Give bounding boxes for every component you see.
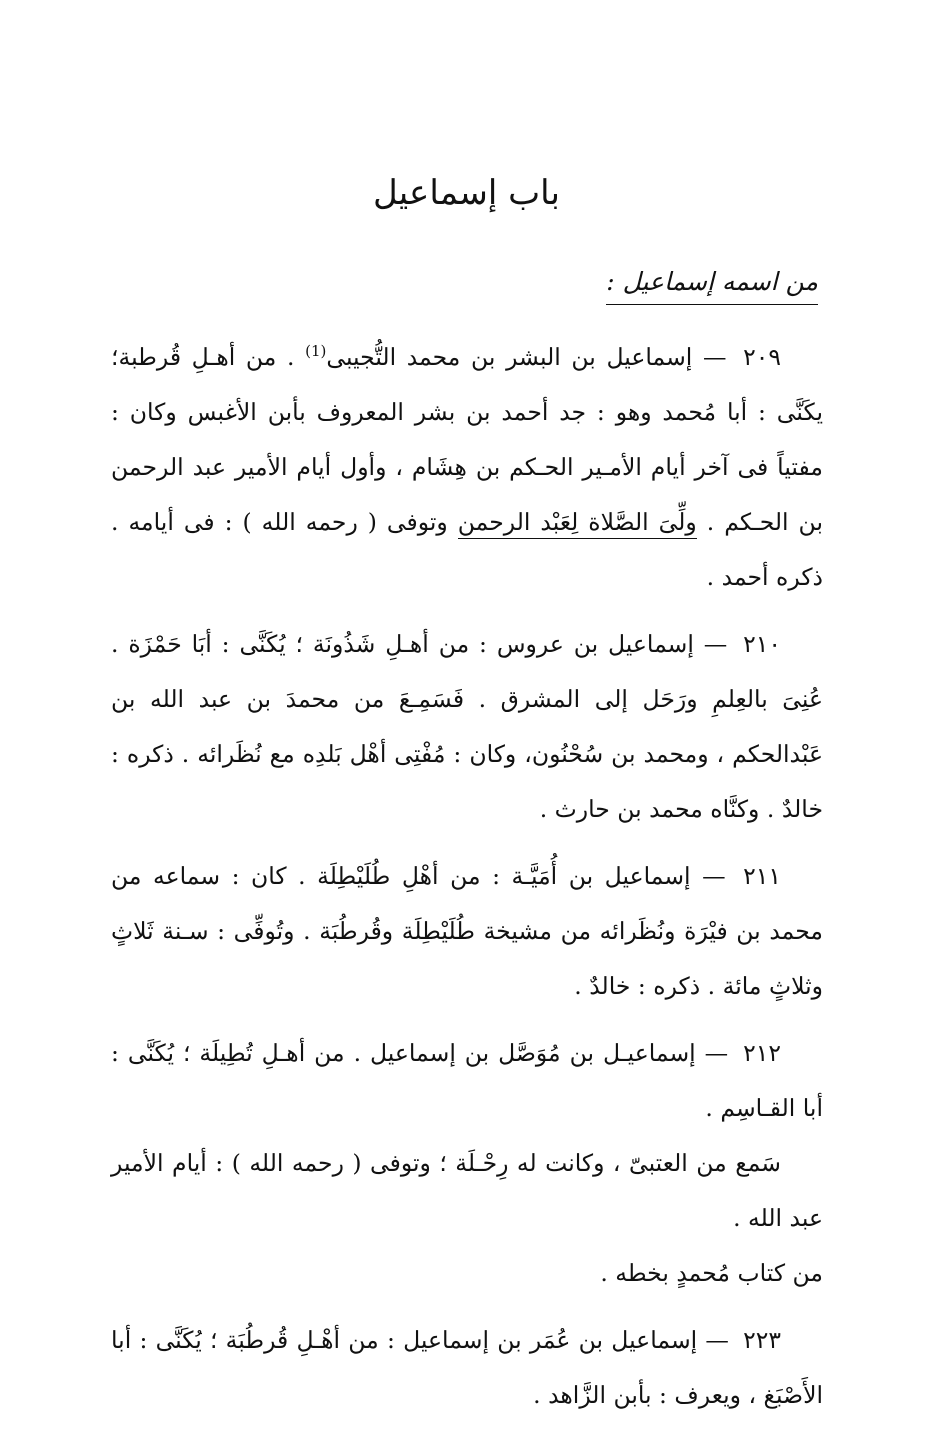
entry-210 [111,617,823,837]
entry-number: ٢٠٩ [743,343,781,371]
entries-list [111,330,823,1435]
entry-dash: — [704,1039,729,1067]
entry-text: إسماعيل بن البشر بن محمد التُّجيبى [326,343,693,371]
entry-text: إسماعيـل بن مُوَصَّل بن إسماعيل . من أهـلِ تُطِيلَة ؛ يُكَنَّى : أبا القـاسِم . [111,1039,823,1122]
entry-number: ٢٢٣ [743,1326,781,1354]
entry-number: ٢١١ [743,862,781,890]
entry-223 [111,1313,823,1423]
underlined-text: ولِّىَ الصَّلاة لِعَبْد الرحمن [458,508,697,539]
entry-dash: — [705,1326,729,1354]
footnote-marker: (1) [305,342,327,361]
entry-dash: — [703,630,728,658]
entry-text: من كتاب مُحمدٍ بخطه . [600,1259,823,1287]
section-heading: من اسمه إسماعيل : [606,262,818,305]
entry-text: سَمع من العتبىّ ، وكانت له رِحْـلَة ؛ وتوفى ( رحمه الله ) : أيام الأمير عبد الله . [111,1149,823,1232]
entry-211 [111,849,823,1014]
entry-number: ٢١٠ [743,630,781,658]
entry-text: إسماعيل بن عُمَر بن إسماعيل : من أهْـلِ قُرطُبَة ؛ يُكَنَّى : أبا الأَصْبَغ ، ويعرف : بأبن الزَّاهد . [111,1326,823,1409]
entry-text: إسماعيل بن عروس : من أهـلِ شَذُونَة ؛ يُكَنَّى : أبَا حَمْزَة . عُنِىَ بالعِلمِ ورَحَل إلى المشرق . فَسَمِـعَ من محمدَ بن عبد الله بن عَبْدالحكم ، ومحمد بن سُحْنُون، وكان : مُفْتِى أهْل بَلدِه مع نُظَرائه . ذكره : خالدٌ . وكنَّاه محمد بن حارث . [111,630,823,823]
entry-dash: — [702,862,726,890]
entry-212 [111,1026,823,1301]
entry-text: وتوفى ( رحمه الله ) : فى أيامه . ذكره أحمد . [111,508,823,591]
entry-text: إسماعيل بن أُمَيَّـة : من أهْلِ طُلَيْطِلَة . كان : سماعه من محمد بن فيْرَة ونُظَرائه من مشيخة طُلَيْطِلَة وقُرطُبَة . وتُوفِّى : سـنة ثَلاثٍ وثلاثٍ مائة . ذكره : خالدٌ . [111,862,823,1000]
entry-text: . من أهـلِ قُرطبة؛ يكَنَّى : أبا مُحمد وهو : جد أحمد بن بشر المعروف بأبن الأغبس وكان : مفتياً فى آخر أيام الأمـير الحـكم بن هِشَام ، وأول أيام الأمير عبد الرحمن بن الحـكم . [111,343,823,536]
entry-number: ٢١٢ [743,1039,781,1067]
entry-dash: — [702,343,727,371]
chapter-title: باب إسماعيل [373,173,560,213]
entry-209 [111,330,823,605]
